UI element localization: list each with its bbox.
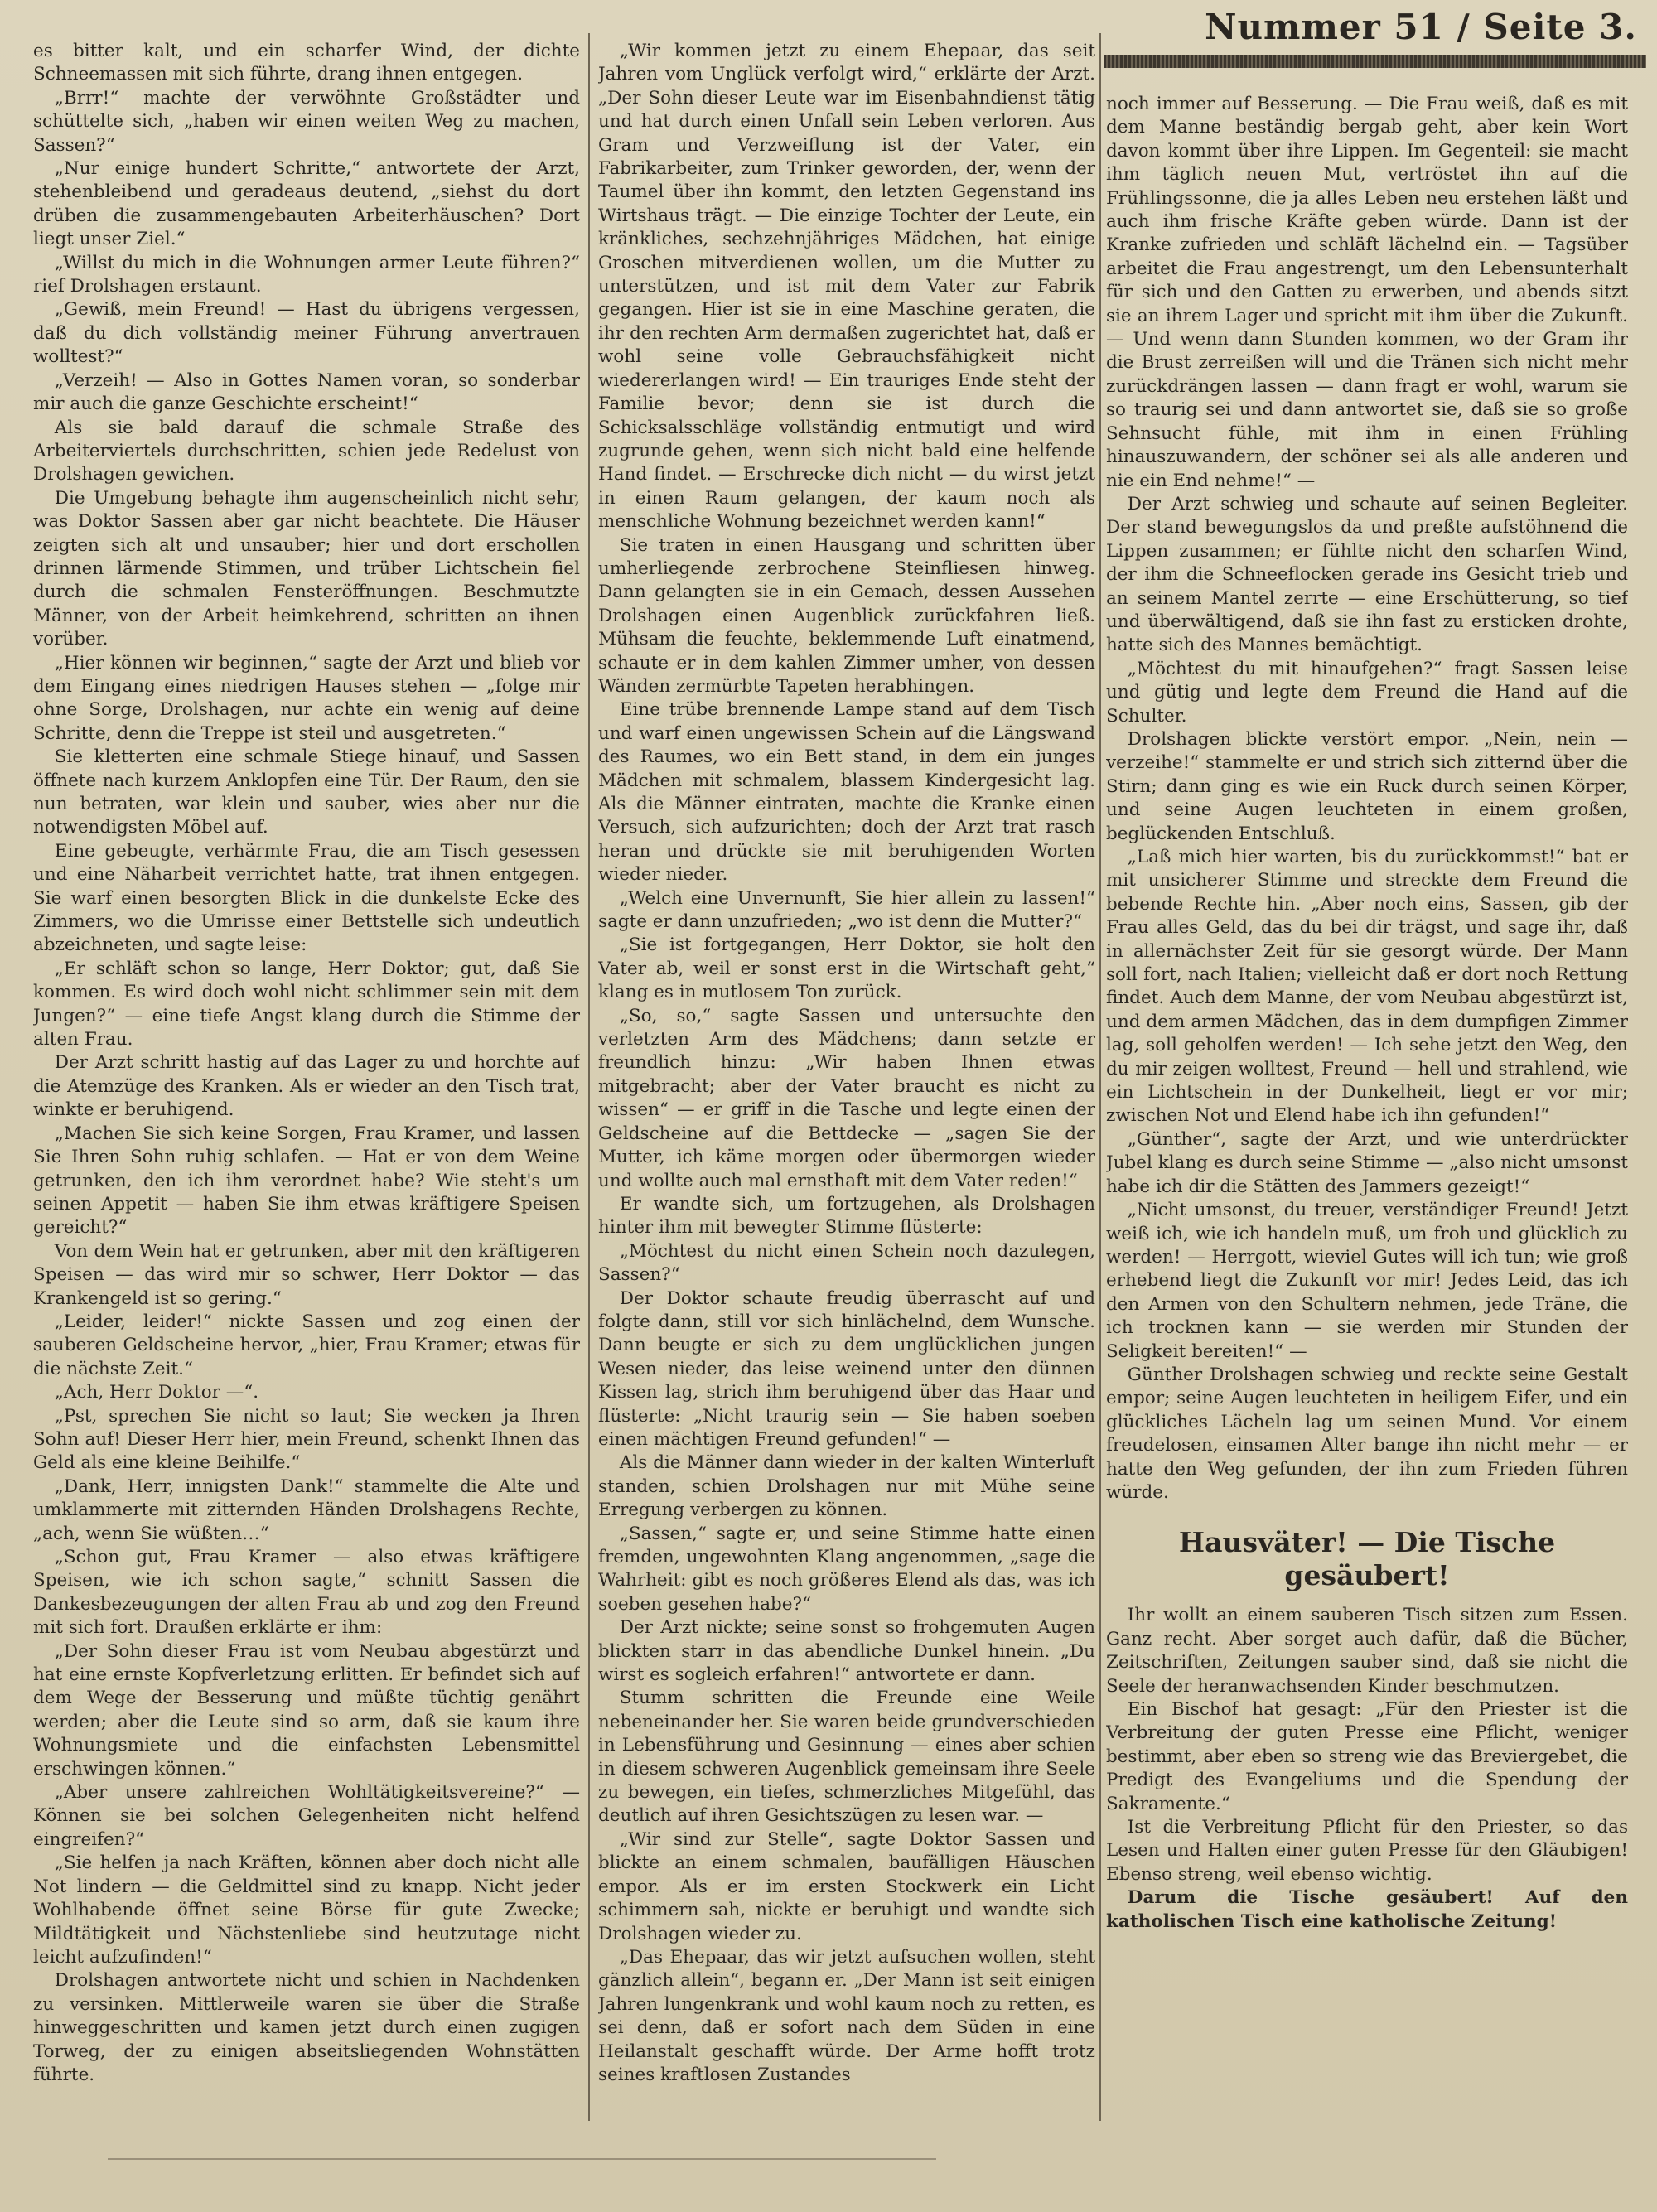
paragraph: Stumm schritten die Freunde eine Weile nebeneinander her. Sie waren beide grundverschieden in Lebensführung und Gesinnung — eines aber schien in diesem schweren Augenblick gemeinsam ihre Seele zu bewegen, ein tiefes, schmerzliches Mitgefühl, das deutlich auf ihren Gesichtszügen zu lesen war. — xyxy=(598,1688,1095,1827)
paragraph: „Nicht umsonst, du treuer, verständiger Freund! Jetzt weiß ich, wie ich handeln muß, um froh und glücklich zu werden! — Herrgott, wieviel Gutes will ich tun; wie groß erhebend liegt die Zukunft vor mir! Jedes Leid, das ich den Armen von den Schultern nehmen, jede Träne, die ich trocknen kann — sie werden mir Stunden der Seligkeit bereiten!“ — xyxy=(1106,1200,1628,1362)
paragraph: Sie kletterten eine schmale Stiege hinauf, und Sassen öffnete nach kurzem Anklopfen eine Tür. Der Raum, den sie nun betraten, war klein und sauber, wies aber nur die notwendigsten Möbel auf. xyxy=(33,746,580,838)
paragraph: „Er schläft schon so lange, Herr Doktor; gut, daß Sie kommen. Es wird doch wohl nicht schlimmer sein mit dem Jungen?“ — eine tiefe Angst klang durch die Stimme der alten Frau. xyxy=(33,958,580,1050)
paragraph: Eine gebeugte, verhärmte Frau, die am Tisch gesessen und eine Näharbeit verrichtet hatte, trat ihnen entgegen. Sie warf einen besorgten Blick in die dunkelste Ecke des Zimmers, wo die Umrisse einer Bettstelle sich undeutlich abzeichneten, und sagte leise: xyxy=(33,840,580,956)
paragraph: es bitter kalt, und ein scharfer Wind, der dichte Schneemassen mit sich führte, drang ihnen entgegen. xyxy=(33,41,580,85)
paragraph: Drolshagen blickte verstört empor. „Nein, nein — verzeihe!“ stammelte er und strich sich zitternd über die Stirn; dann ging es wie ein Ruck durch seinen Körper, und seine Augen leuchteten in einem großen, beglückenden Entschluß. xyxy=(1106,728,1628,844)
header-rule xyxy=(1104,55,1646,68)
paragraph: „Welch eine Unvernunft, Sie hier allein zu lassen!“ sagte er dann unzufrieden; „wo ist denn die Mutter?“ xyxy=(598,887,1095,933)
paragraph: „Möchtest du nicht einen Schein noch dazulegen, Sassen?“ xyxy=(598,1240,1095,1286)
notice-headline: Hausväter! — Die Tische gesäubert! xyxy=(1178,1526,1556,1592)
paragraph: „Hier können wir beginnen,“ sagte der Arzt und blieb vor dem Eingang eines niedrigen Hauses stehen — „folge mir ohne Sorge, Drolshagen, nur achte ein wenig auf deine Schritte, denn die Treppe ist steil und ausgetreten.“ xyxy=(33,652,580,744)
paragraph: Der Arzt nickte; seine sonst so frohgemuten Augen blickten starr in das abendliche Dunkel hinein. „Du wirst es sogleich erfahren!“ antwortete er dann. xyxy=(598,1617,1095,1686)
paragraph: Die Umgebung behagte ihm augenscheinlich nicht sehr, was Doktor Sassen aber gar nicht beachtete. Die Häuser zeigten sich alt und unsauber; hier und dort erschollen drinnen lärmende Stimmen, und trüber Lichtschein fiel durch die schmalen Fensteröffnungen. Beschmutzte Männer, von der Arbeit heimkehrend, schritten an ihnen vorüber. xyxy=(33,487,580,650)
paragraph: Drolshagen antwortete nicht und schien in Nachdenken zu versinken. Mittlerweile waren sie über die Straße hinweggeschritten und kamen jetzt durch einen zugigen Torweg, der zu einigen abseitsliegenden Wohnstätten führte. xyxy=(33,1970,580,2085)
paragraph: Der Doktor schaute freudig überrascht auf und folgte dann, still vor sich hinlächelnd, dem Wunsche. Dann beugte er sich zu dem unglücklichen jungen Wesen nieder, das leise weinend unter den dünnen Kissen lag, strich ihm beruhigend über das Haar und flüsterte: „Nicht traurig sein — Sie haben soeben einen mächtigen Freund gefunden!“ — xyxy=(598,1287,1095,1450)
notice-paragraph: Ihr wollt an einem sauberen Tisch sitzen zum Essen. Ganz recht. Aber sorget auch dafür, daß die Bücher, Zeitschriften, Zeitungen sauber sind, daß sie nicht die Seele der heranwachsenden Kinder beschmutzen. xyxy=(1106,1605,1628,1697)
paragraph: „Das Ehepaar, das wir jetzt aufsuchen wollen, steht gänzlich allein“, begann er. „Der Mann ist seit einigen Jahren lungenkrank und wohl kaum noch zu retten, es sei denn, daß er sofort nach dem Süden in eine Heilanstalt geschafft würde. Der Arme hofft trotz seines kraftlosen Zustandes xyxy=(598,1946,1095,2085)
paragraph: „Pst, sprechen Sie nicht so laut; Sie wecken ja Ihren Sohn auf! Dieser Herr hier, mein Freund, schenkt Ihnen das Geld als eine kleine Beihilfe.“ xyxy=(33,1405,580,1474)
column-2 xyxy=(598,40,1095,2127)
notice-paragraph: Ist die Verbreitung Pflicht für den Priester, so das Lesen und Halten einer guten Presse für den Gläubigen! Ebenso streng, weil ebenso wichtig. xyxy=(1106,1817,1628,1885)
paragraph: „So, so,“ sagte Sassen und untersuchte den verletzten Arm des Mädchens; dann setzte er freundlich hinzu: „Wir haben Ihnen etwas mitgebracht; aber der Vater braucht es nicht zu wissen“ — er griff in die Tasche und legte einen der Geldscheine auf die Bettdecke — „sagen Sie der Mutter, ich käme morgen oder übermorgen wieder und wollte auch mal ernsthaft mit dem Vater reden!“ xyxy=(598,1005,1095,1191)
paragraph: „Nur einige hundert Schritte,“ antwortete der Arzt, stehenbleibend und geradeaus deutend, „siehst du dort drüben die zusammengebauten Arbeiterhäuschen? Dort liegt unser Ziel.“ xyxy=(33,158,580,250)
paragraph: „Schon gut, Frau Kramer — also etwas kräftigere Speisen, wie ich schon sagte,“ schnitt Sassen die Dankesbezeugungen der alten Frau ab und zog den Freund mit sich fort. Draußen erklärte er ihm: xyxy=(33,1547,580,1639)
paragraph: „Aber unsere zahlreichen Wohltätigkeitsvereine?“ — Können sie bei solchen Gelegenheiten nicht helfend eingreifen?“ xyxy=(33,1782,580,1850)
paragraph: „Machen Sie sich keine Sorgen, Frau Kramer, und lassen Sie Ihren Sohn ruhig schlafen. — Hat er von dem Weine getrunken, den ich ihm verordnet habe? Wie steht's um seinen Appetit — haben Sie ihm etwas kräftigere Speisen gereicht?“ xyxy=(33,1123,580,1239)
paragraph: Sie traten in einen Hausgang und schritten über umherliegende zerbrochene Steinfliesen hinweg. Dann gelangten sie in ein Gemach, dessen Aussehen Drolshagen einen Augenblick zurückfahren ließ. Mühsam die feuchte, beklemmende Luft einatmend, schaute er in dem kahlen Zimmer umher, von dessen Wänden zermürbte Tapeten herabhingen. xyxy=(598,534,1095,697)
paragraph: „Laß mich hier warten, bis du zurückkommst!“ bat er mit unsicherer Stimme und streckte dem Freund die bebende Rechte hin. „Aber noch eins, Sassen, gib der Frau alles Geld, das du bei dir trägst, und sage ihr, daß in allernächster Zeit für sie gesorgt würde. Der Mann soll fort, nach Italien; vielleicht daß er dort noch Rettung findet. Auch dem Manne, der vom Neubau abgestürzt ist, und dem armen Mädchen, das in dem dumpfigen Zimmer lag, soll geholfen werden! — Ich sehe jetzt den Weg, den du mir zeigen wolltest, Freund — hell und strahlend, wie ein Lichtschein in der Dunkelheit, liegt er vor mir; zwischen Not und Elend habe ich ihn gefunden!“ xyxy=(1106,847,1628,1127)
paragraph: „Der Sohn dieser Frau ist vom Neubau abgestürzt und hat eine ernste Kopfverletzung erlitten. Er befindet sich auf dem Wege der Besserung und müßte tüchtig genährt werden; aber die Leute sind so arm, daß sie kaum ihre Wohnungsmiete und die einfachsten Lebensmittel erschwingen können.“ xyxy=(33,1640,580,1780)
notice-closing: Darum die Tische gesäubert! Auf den katholischen Tisch eine katholische Zeitung! xyxy=(1106,1887,1628,1932)
column-3 xyxy=(1106,93,1628,2181)
paragraph: „Leider, leider!“ nickte Sassen und zog einen der sauberen Geldscheine hervor, „hier, Frau Kramer; etwas für die nächste Zeit.“ xyxy=(33,1311,580,1379)
page-header: Nummer 51 / Seite 3. xyxy=(1205,7,1637,47)
paragraph: „Ach, Herr Doktor —“. xyxy=(54,1382,259,1403)
paragraph: Günther Drolshagen schwieg und reckte seine Gestalt empor; seine Augen leuchteten in heiligem Eifer, und ein glückliches Lächeln lag um seinen Mund. Vor einem freudelosen, einsamen Alter bange ihn nicht mehr — er hatte den Weg gefunden, der ihn zum Frieden führen würde. xyxy=(1106,1364,1628,1503)
paragraph: „Gewiß, mein Freund! — Hast du übrigens vergessen, daß du dich vollständig meiner Führung anvertrauen wolltest?“ xyxy=(33,299,580,368)
paragraph: „Wir sind zur Stelle“, sagte Doktor Sassen und blickte an einem schmalen, baufälligen Häuschen empor. Als er im ersten Stockwerk ein Licht schimmern sah, nickte er beruhigt und wandte sich Drolshagen wieder zu. xyxy=(598,1828,1095,1944)
paragraph: „Verzeih! — Also in Gottes Namen voran, so sonderbar mir auch die ganze Geschichte erscheint!“ xyxy=(33,369,580,415)
paragraph: Eine trübe brennende Lampe stand auf dem Tisch und warf einen ungewissen Schein auf die Längswand des Raumes, wo ein Bett stand, in dem ein junges Mädchen mit schmalem, blassem Kindergesicht lag. Als die Männer eintraten, machte die Kranke einen Versuch, sich aufzurichten; doch der Arzt trat rasch heran und drückte sie mit beruhigenden Worten wieder nieder. xyxy=(598,699,1095,886)
paragraph: „Möchtest du mit hinaufgehen?“ fragt Sassen leise und gütig und legte dem Freund die Hand auf die Schulter. xyxy=(1106,658,1628,727)
paragraph: „Sassen,“ sagte er, und seine Stimme hatte einen fremden, ungewohnten Klang angenommen, „sage die Wahrheit: gibt es noch größeres Elend als das, was ich soeben gesehen habe?“ xyxy=(598,1523,1095,1615)
bottom-rule xyxy=(108,2158,936,2160)
paragraph: Als die Männer dann wieder in der kalten Winterluft standen, schien Drolshagen nur mit Mühe seine Erregung verbergen zu können. xyxy=(598,1452,1095,1521)
notice-paragraph: Ein Bischof hat gesagt: „Für den Priester ist die Verbreitung der guten Presse eine Pflicht, weniger bestimmt, aber eben so streng wie das Breviergebet, die Predigt des Evangeliums und die Spendung der Sakramente.“ xyxy=(1106,1699,1628,1814)
paragraph: „Wir kommen jetzt zu einem Ehepaar, das seit Jahren vom Unglück verfolgt wird,“ erklärte der Arzt. „Der Sohn dieser Leute war im Eisenbahndienst tätig und hat durch einen Unfall sein Leben verloren. Aus Gram und Verzweiflung ist der Vater, ein Fabrikarbeiter, zum Trinker geworden, der, wenn der Taumel über ihn kommt, den letzten Gegenstand ins Wirtshaus trägt. — Die einzige Tochter der Leute, ein kränkliches, sechzehnjähriges Mädchen, hat einige Groschen mitverdienen wollen, um die Mutter zu unterstützen, und ist mit dem Vater zur Fabrik gegangen. Hier ist sie in eine Maschine geraten, die ihr den rechten Arm dermaßen zugerichtet hat, daß er wohl seine volle Gebrauchsfähigkeit nicht wiedererlangen wird! — Ein trauriges Ende steht der Familie bevor; denn sie ist durch die Schicksalsschläge vollständig entmutigt und wird zugrunde gehen, wenn sich nicht bald eine helfende Hand findet. — Erschrecke dich nicht — du wirst jetzt in einen Raum gelangen, der kaum noch als menschliche Wohnung bezeichnet werden kann!“ xyxy=(598,41,1095,533)
paragraph: „Günther“, sagte der Arzt, und wie unterdrückter Jubel klang es durch seine Stimme — „also nicht umsonst habe ich dir die Stätten des Jammers gezeigt!“ xyxy=(1106,1128,1628,1197)
column-divider xyxy=(588,33,590,2121)
paragraph: Von dem Wein hat er getrunken, aber mit den kräftigeren Speisen — das wird mir so schwer, Herr Doktor — das Krankengeld ist so gering.“ xyxy=(33,1240,580,1309)
column-1 xyxy=(33,40,580,2127)
paragraph: „Willst du mich in die Wohnungen armer Leute führen?“ rief Drolshagen erstaunt. xyxy=(33,252,580,297)
paragraph: Der Arzt schritt hastig auf das Lager zu und horchte auf die Atemzüge des Kranken. Als er wieder an den Tisch trat, winkte er beruhigend. xyxy=(33,1052,580,1121)
paragraph: Als sie bald darauf die schmale Straße des Arbeiterviertels durchschritten, schien jede Redelust von Drolshagen gewichen. xyxy=(33,417,580,485)
paragraph: „Brrr!“ machte der verwöhnte Großstädter und schüttelte sich, „haben wir einen weiten Weg zu machen, Sassen?“ xyxy=(33,87,580,156)
paragraph: Der Arzt schwieg und schaute auf seinen Begleiter. Der stand bewegungslos da und preßte aufstöhnend die Lippen zusammen; er fühlte nicht den scharfen Wind, der ihm die Schneeflocken gerade ins Gesicht trieb und an seinem Mantel zerrte — eine Erschütterung, so tief und überwältigend, daß sie ihn fast zu ersticken drohte, hatte sich des Mannes bemächtigt. xyxy=(1106,493,1628,656)
paragraph: „Sie ist fortgegangen, Herr Doktor, sie holt den Vater ab, weil er sonst erst in die Wirtschaft geht,“ klang es in mutlosem Ton zurück. xyxy=(598,935,1095,1003)
column-divider xyxy=(1099,33,1101,2121)
paragraph: „Sie helfen ja nach Kräften, können aber doch nicht alle Not lindern — die Geldmittel sind zu knapp. Nicht jeder Wohlhabende öffnet seine Börse für gute Zwecke; Mildtätigkeit und Nächstenliebe sind heutzutage nicht leicht aufzufinden!“ xyxy=(33,1852,580,1968)
paragraph: „Dank, Herr, innigsten Dank!“ stammelte die Alte und umklammerte mit zitternden Händen Drolshagens Rechte, „ach, wenn Sie wüßten…“ xyxy=(33,1475,580,1544)
paragraph: noch immer auf Besserung. — Die Frau weiß, daß es mit dem Manne beständig bergab geht, aber kein Wort davon kommt über ihre Lippen. Im Gegenteil: sie macht ihm täglich neuen Mut, vertröstet ihn auf die Frühlingssonne, die ja alles Leben neu erstehen läßt und auch ihm frische Kräfte geben würde. Dann ist der Kranke zufrieden und schläft lächelnd ein. — Tagsüber arbeitet die Frau angestrengt, um den Lebensunterhalt für sich und den Gatten zu erwerben, und abends sitzt sie an ihrem Lager und spricht mit ihm über die Zukunft. — Und wenn dann Stunden kommen, wo der Gram ihr die Brust zerreißen will und die Tränen sich nicht mehr zurückdrängen lassen — dann fragt er wohl, warum sie so traurig sei und dann antwortet sie, daß sie so große Sehnsucht fühle, mit ihm in einen Frühling hinauszuwandern, der schöner sei als alle anderen und nie ein End nehme!“ — xyxy=(1106,94,1628,491)
paragraph: Er wandte sich, um fortzugehen, als Drolshagen hinter ihm mit bewegter Stimme flüsterte: xyxy=(598,1193,1095,1239)
